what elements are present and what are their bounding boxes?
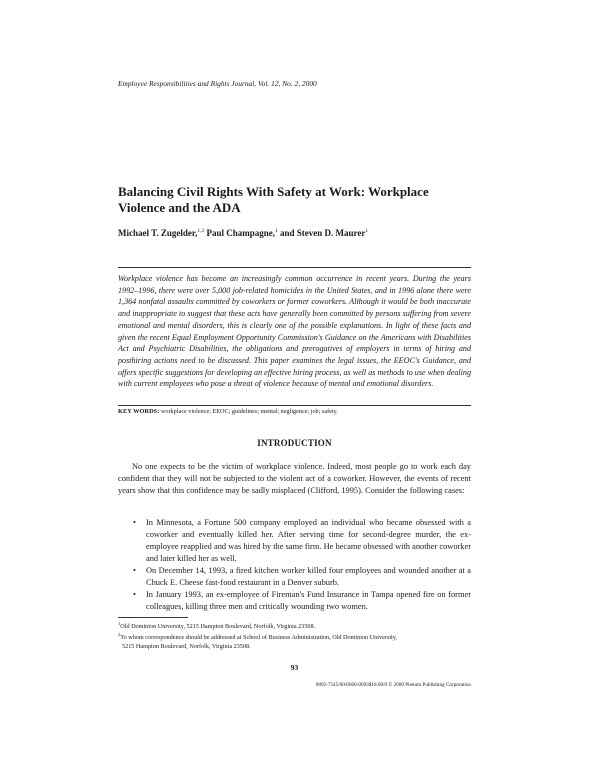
author-name: Michael T. Zugelder, — [118, 228, 198, 238]
intro-paragraph: No one expects to be the victim of workplace violence. Indeed, most people go to work each day confident that they will not be subjected to the violent act of a coworker. However, the events of recent years show that this confidence may be sadly misplaced (Clifford, 1995). Consider the following cases: — [118, 462, 471, 495]
abstract: Workplace violence has become an increasingly common occurrence in recent years. During the years 1992–1996, there were over 5,000 job-related homicides in the United States, and in 1996 alone there were 1,364 nonfatal assaults committed by coworkers or former coworkers. Although it would be both inaccurate and inappropriate to suggest that these acts have generally been committed by persons suffering from severe emotional and mental disorders, this is clearly one of the possible explanations. In light of these facts and given the recent Equal Employment Opportunity Commission's Guidance on the Americans with Disabilities Act and Psychiatric Disabilities, the obligations and prerogatives of employers in terms of hiring and posthiring actions need to be discussed. This paper examines the legal issues, the EEOC's Guidance, and offers specific suggestions for developing an effective hiring process, as well as methods to use when dealing with current employees who pose a threat of violence because of mental and emotional disorders. — [118, 274, 471, 389]
intro-body — [118, 461, 471, 497]
author-name: and Steven D. Maurer — [279, 228, 366, 238]
case-text: In January 1993, an ex-employee of Fireman's Fund Insurance in Tampa opened fire on former colleagues, killing three men and critically wounding two women. — [146, 590, 471, 611]
footnote-text: Old Dominion University, 5215 Hampton Boulevard, Norfolk, Virginia 23508. — [120, 623, 316, 630]
abstract-bottom-rule — [118, 405, 471, 406]
footnote-text: 5215 Hampton Boulevard, Norfolk, Virginia 23508. — [122, 642, 251, 650]
bullet-icon: • — [133, 518, 136, 527]
paper-title: Balancing Civil Rights With Safety at Work: Workplace Violence and the ADA — [118, 184, 429, 215]
bullet-icon: • — [133, 566, 136, 575]
footnote — [118, 620, 471, 631]
page-number: 93 — [290, 663, 299, 672]
author-affiliation-mark: 1 — [274, 228, 278, 234]
bullet-icon: • — [133, 590, 136, 599]
case-text: In Minnesota, a Fortune 500 company employed an individual who became obsessed with a coworker and eventually killed her. After serving time for second-degree murder, the ex-employee reapplied and was hired by the same firm. He became obsessed with another coworker and later killed her as well. — [146, 518, 471, 563]
abstract-top-rule — [118, 267, 471, 268]
footnotes — [118, 620, 471, 651]
journal-citation: Employee Responsibilities and Rights Journal, Vol. 12, No. 2, 2000 — [118, 79, 317, 88]
footnote-rule — [118, 617, 188, 618]
case-list — [118, 517, 471, 613]
footnote-continuation — [118, 643, 471, 651]
author-affiliation-mark: 1 — [365, 228, 369, 234]
copyright-line: 0892-7545/00/0600-0093$18.00/0 © 2000 Plenum Publishing Corporation — [315, 682, 471, 688]
keywords-label: KEY WORDS: — [118, 408, 160, 415]
section-heading: INTRODUCTION — [257, 438, 332, 448]
footnote-text: To whom correspondence should be addressed at School of Business Administration, Old Dominion University, — [120, 634, 397, 642]
footnote-mark: 1 — [118, 621, 121, 626]
list-item — [118, 517, 471, 565]
list-item — [118, 589, 471, 613]
case-text: On December 14, 1993, a fired kitchen worker killed four employees and wounded another at a Chuck E. Cheese fast-food restaurant in a Denver suburb. — [146, 566, 471, 587]
keywords — [118, 408, 471, 415]
author-name: Paul Champagne, — [206, 228, 275, 238]
author-list — [118, 228, 478, 238]
footnote — [118, 631, 471, 642]
footnote-mark: 2 — [118, 632, 121, 638]
author-affiliation-mark: 1,2 — [197, 228, 205, 234]
keywords-text: workplace violence; EEOC; guidelines; mental; negligence; job; safety. — [160, 408, 338, 415]
list-item — [118, 565, 471, 589]
